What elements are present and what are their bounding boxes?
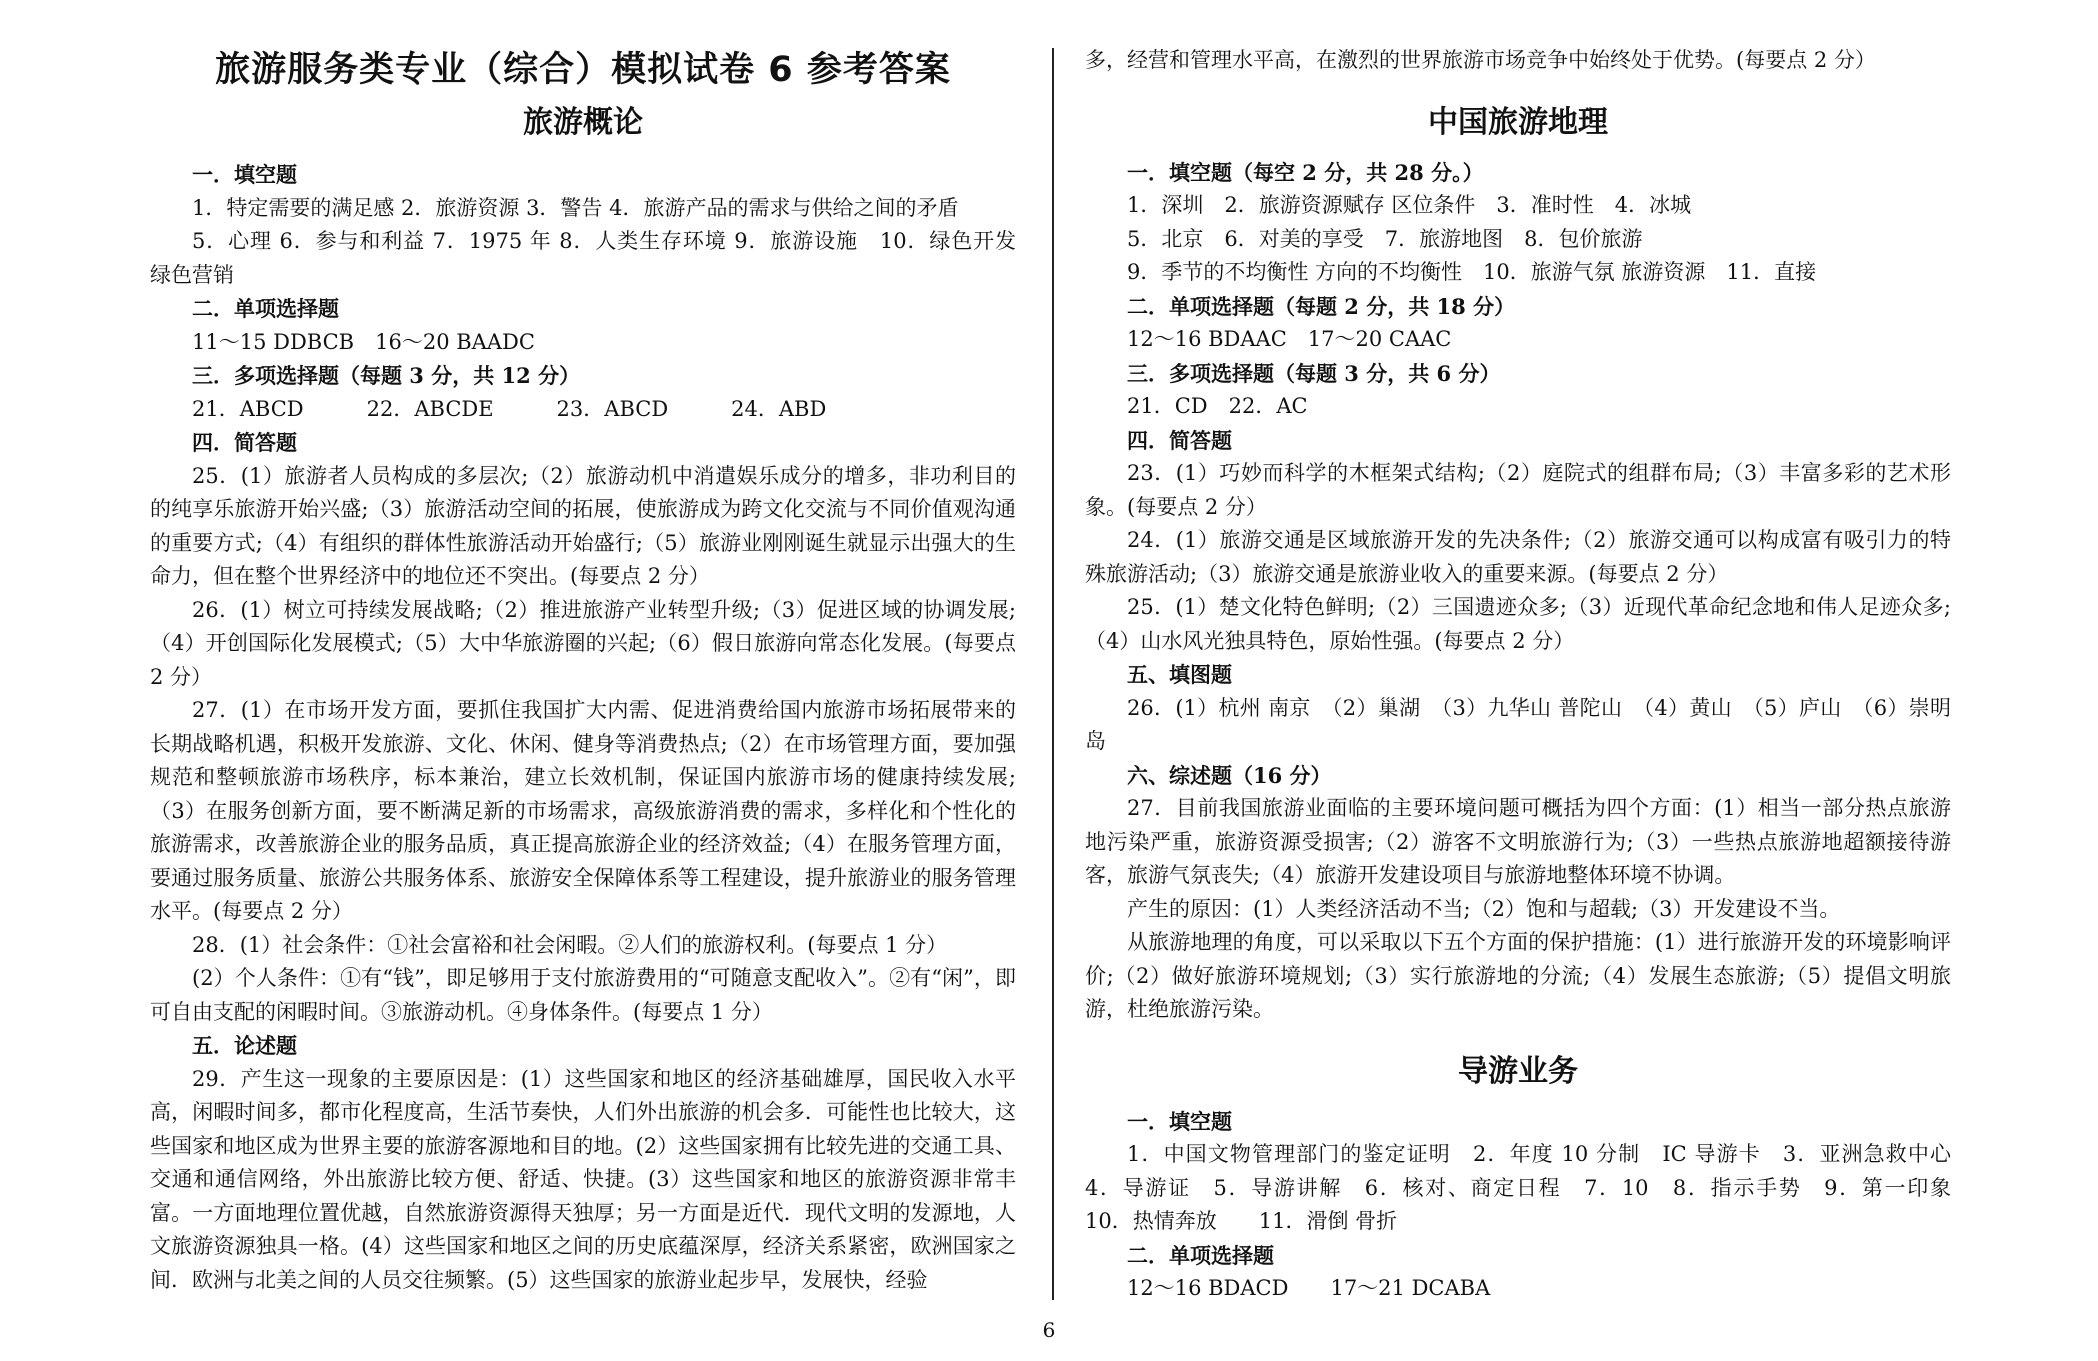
answer-paragraph: (2）个人条件：①有“钱”，即足够用于支付旅游费用的“可随意支配收入”。②有“闲”，即可自由支配的闲暇时间。③旅游动机。④身体条件。(每要点 1 分） [150, 966, 1016, 1024]
question-heading: 四．简答题 [1127, 427, 1232, 453]
page-title: 旅游服务类专业（综合）模拟试卷 6 参考答案 [215, 50, 951, 90]
answer-paragraph: 产生的原因：(1）人类经济活动不当;（2）饱和与超载;（3）开发建设不当。 [1127, 896, 1841, 921]
answer-paragraph: 1．深圳 2．旅游资源赋存 区位条件 3．准时性 4．冰城 [1127, 193, 1692, 217]
answer-paragraph: 21．ABCD 22．ABCDE 23．ABCD 24．ABD [192, 396, 827, 421]
answer-paragraph: 多，经营和管理水平高，在激烈的世界旅游市场竞争中始终处于优势。(每要点 2 分） [1085, 48, 1876, 72]
question-heading: 一．填空题（每空 2 分，共 28 分。） [1127, 159, 1484, 185]
answer-paragraph: 1．中国文物管理部门的鉴定证明 2．年度 10 分制 IC 导游卡 3．亚洲急救中心 4．导游证 5．导游讲解 6．核对、商定日程 7．10 8．指示手势 9．第一印象 10．热情奔放 11．滑倒 骨折 [1085, 1142, 1972, 1233]
answer-paragraph: 24．(1）旅游交通是区域旅游开发的先决条件;（2）旅游交通可以构成富有吸引力的特殊旅游活动;（3）旅游交通是旅游业收入的重要来源。(每要点 2 分） [1085, 528, 1951, 586]
question-heading: 六、综述题（16 分） [1127, 762, 1332, 788]
answer-paragraph: 25．(1）楚文化特色鲜明;（2）三国遗迹众多;（3）近现代革命纪念地和伟人足迹众多;（4）山水风光独具特色，原始性强。(每要点 2 分） [1085, 595, 1951, 653]
page-number: 6 [1042, 1318, 1056, 1342]
answer-paragraph: 11～15 DDBCB 16～20 BAADC [192, 329, 535, 354]
question-heading: 一．填空题 [1127, 1108, 1232, 1134]
right-column [1085, 44, 1972, 1306]
question-heading: 二．单项选择题（每题 2 分，共 18 分） [1127, 293, 1516, 319]
answer-paragraph: 26．(1）杭州 南京 （2）巢湖 （3）九华山 普陀山 （4）黄山 （5）庐山 （6）崇明岛 [1085, 695, 1951, 753]
answer-paragraph: 21．CD 22．AC [1127, 394, 1308, 418]
column-divider [1052, 48, 1054, 1300]
question-heading: 二．单项选择题 [192, 296, 339, 321]
question-heading: 五．论述题 [192, 1033, 297, 1058]
answer-paragraph: 9．季节的不均衡性 方向的不均衡性 10．旅游气氛 旅游资源 11．直接 [1127, 260, 1817, 284]
section-title-tour-guide: 导游业务 [1458, 1053, 1578, 1089]
answer-paragraph: 5．北京 6．对美的享受 7．旅游地图 8．包价旅游 [1127, 226, 1643, 251]
answer-paragraph: 28．(1）社会条件：①社会富裕和社会闲暇。②人们的旅游权利。(每要点 1 分） [192, 932, 948, 957]
question-heading: 五、填图题 [1127, 662, 1232, 687]
answer-paragraph: 5．心理 6．参与和利益 7．1975 年 8．人类生存环境 9．旅游设施 10．绿色开发 绿色营销 [150, 229, 1037, 287]
question-heading: 二．单项选择题 [1127, 1242, 1274, 1268]
question-heading: 三．多项选择题（每题 3 分，共 12 分） [192, 363, 581, 388]
question-heading: 一．填空题 [192, 162, 297, 187]
left-column [150, 42, 1037, 1297]
question-heading: 三．多项选择题（每题 3 分，共 6 分） [1127, 360, 1501, 386]
question-heading: 四．简答题 [192, 430, 297, 455]
answer-paragraph: 29．产生这一现象的主要原因是：(1）这些国家和地区的经济基础雄厚，国民收入水平高，闲暇时间多，都市化程度高，生活节奏快，人们外出旅游的机会多．可能性也比较大，这些国家和地区成为世界主要的旅游客源地和目的地。(2）这些国家拥有比较先进的交通工具、交通和通信网络，外出旅游比较方便、舒适、快捷。(3）这些国家和地区的旅游资源非常丰富。一方面地理位置优越，自然旅游资源得天独厚；另一方面是近代．现代文明的发源地，人文旅游资源独具一格。(4）这些国家和地区之间的历史底蕴深厚，经济关系紧密，欧洲国家之间．欧洲与北美之间的人员交往频繁。(5）这些国家的旅游业起步早，发展快，经验 [150, 1066, 1016, 1292]
answer-paragraph: 12～16 BDACD 17～21 DCABA [1127, 1276, 1491, 1300]
answer-paragraph: 27．目前我国旅游业面临的主要环境问题可概括为四个方面：(1）相当一部分热点旅游地污染严重，旅游资源受损害;（2）游客不文明旅游行为;（3）一些热点旅游地超额接待游客，旅游气氛丧失;（4）旅游开发建设项目与旅游地整体环境不协调。 [1085, 796, 1951, 887]
answer-paragraph: 1．特定需要的满足感 2．旅游资源 3．警告 4．旅游产品的需求与供给之间的矛盾 [192, 195, 959, 220]
answer-paragraph: 27．(1）在市场开发方面，要抓住我国扩大内需、促进消费给国内旅游市场拓展带来的长期战略机遇，积极开发旅游、文化、休闲、健身等消费热点;（2）在市场管理方面，要加强规范和整顿旅游市场秩序，标本兼治，建立长效机制，保证国内旅游市场的健康持续发展;（3）在服务创新方面，要不断满足新的市场需求，高级旅游消费的需求，多样化和个性化的旅游需求，改善旅游企业的服务品质，真正提高旅游企业的经济效益;（4）在服务管理方面，要通过服务质量、旅游公共服务体系、旅游安全保障体系等工程建设，提升旅游业的服务管理水平。(每要点 2 分） [150, 698, 1016, 923]
answer-paragraph: 从旅游地理的角度，可以采取以下五个方面的保护措施：(1）进行旅游开发的环境影响评价;（2）做好旅游环境规划;（3）实行旅游地的分流;（4）发展生态旅游;（5）提倡文明旅游，杜绝旅游污染。 [1085, 930, 1951, 1021]
answer-paragraph: 26．(1）树立可持续发展战略;（2）推进旅游产业转型升级;（3）促进区域的协调发展;（4）开创国际化发展模式;（5）大中华旅游圈的兴起;（6）假日旅游向常态化发展。(每要点 2 分） [150, 597, 1016, 689]
answer-paragraph: 23．(1）巧妙而科学的木框架式结构;（2）庭院式的组群布局;（3）丰富多彩的艺术形象。(每要点 2 分） [1085, 461, 1951, 519]
answer-paragraph: 25．(1）旅游者人员构成的多层次;（2）旅游动机中消遣娱乐成分的增多，非功利目的的纯享乐旅游开始兴盛;（3）旅游活动空间的拓展，使旅游成为跨文化交流与不同价值观沟通的重要方式;（4）有组织的群体性旅游活动开始盛行;（5）旅游业刚刚诞生就显示出强大的生命力，但在整个世界经济中的地位还不突出。(每要点 2 分） [150, 463, 1016, 588]
section-title-china-geography: 中国旅游地理 [1428, 104, 1608, 140]
section-title-tourism-intro: 旅游概论 [523, 105, 643, 140]
answer-paragraph: 12～16 BDAAC 17～20 CAAC [1127, 327, 1452, 351]
